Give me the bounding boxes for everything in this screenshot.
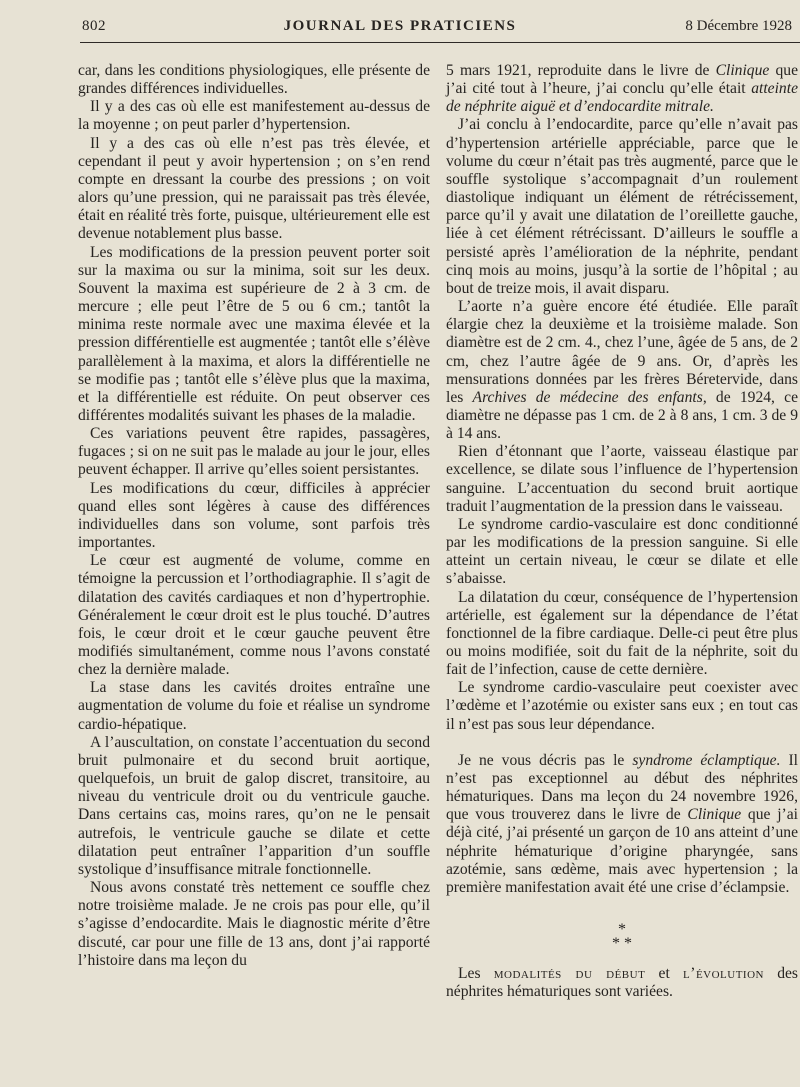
paragraph [446, 965, 798, 1001]
italic-term: syndrome éclamptique. [632, 751, 781, 769]
page-number: 802 [82, 18, 106, 34]
asterisk-top: * [618, 921, 626, 939]
asterisk-bottom: * * [612, 935, 632, 953]
paragraph [446, 752, 798, 897]
left-column [78, 62, 430, 970]
text-run: et [658, 965, 670, 983]
issue-date: 8 Décembre 1928 [685, 18, 792, 34]
text-run: L’aorte n’a guère encore été étudiée. Elle paraît élargie chez la deuxième et la troisième malade. Son diamètre est de 2 cm. 4., chez l’une, âgée de 5 ans, de 2 cm, chez l’autre âgée de 9 ans. Or, d’après les mensurations données par les frères Béretervide, dans les [446, 298, 798, 406]
italic-quote: atteinte de néphrite aiguë et d’endocardite mitrale. [446, 80, 798, 116]
paragraph: Ces variations peuvent être rapides, passagères, fugaces ; si on ne suit pas le malade au jour le jour, elles peuvent échapper. Il arrive qu’elles soient persistantes. [78, 425, 430, 479]
text-run: Les [458, 965, 481, 983]
paragraph: Rien d’étonnant que l’aorte, vaisseau élastique par excellence, se dilate sous l’influence de l’hypertension sanguine. L’accentuation du second bruit aortique traduit l’augmentation de la pression dans le vaisseau. [446, 443, 798, 515]
text-run: , de 1924, ce diamètre ne dépasse pas 1 cm. de 2 à 8 ans, 1 cm. 3 de 9 à 14 ans. [446, 388, 798, 443]
paragraph: La dilatation du cœur, conséquence de l’hypertension artérielle, est également sur la dépendance de l’état fonctionnel de la fibre cardiaque. Delle-ci peut être plus ou moins modifiée, soit du fait de la néphrite, soit du fait de l’infection, cause de cette dernière. [446, 588, 798, 679]
italic-journal-title: Archives de médecine des enfants [472, 388, 703, 406]
paragraph: Le cœur est augmenté de volume, comme en témoigne la percussion et l’orthodiagraphie. Il s’agit de dilatation des cavités cardiaques et non d’hypertrophie. Généralement le cœur droit est le plus touché. D’autres fois, le cœur droit et le cœur gauche peuvent être modifiés simultanément, comme nous l’avons constaté chez la dernière malade. [78, 552, 430, 679]
small-caps-term: l’évolution [683, 965, 764, 983]
text-run: que j’ai déjà cité, j’ai présenté un garçon de 10 ans atteint d’une néphrite hématurique d’origine pharyngée, sans azotémie, sans œdème, mais avec hypertension ; la première manifestation avait été une crise d’éclampsie. [446, 806, 798, 896]
right-column [446, 62, 798, 1001]
paragraph: Il y a des cas où elle n’est pas très élevée, et cependant il peut y avoir hypertension ; on s’en rend compte en dressant la courbe des pressions ; on voit alors qu’une pression, qui ne paraissait pas très élevée, était en réalité très forte, puisque, ultérieurement elle est devenue notablement plus basse. [78, 134, 430, 243]
page-header [0, 18, 800, 42]
small-caps-term: modalités du début [493, 965, 646, 983]
text-run: 5 mars 1921, reproduite dans le livre de [446, 62, 716, 79]
paragraph: A l’auscultation, on constate l’accentuation du second bruit pulmonaire et du second bruit aortique, quelquefois, un bruit de galop discret, transitoire, au niveau du ventricule droit ou du ventricule gauche. Dans certains cas, moins rares, qu’on ne le pensait autrefois, le ventricule gauche se dilate et cette dilatation peut entraîner l’apparition d’un souffle systolique d’insuffisance mitrale fonctionnelle. [78, 733, 430, 878]
paragraph [446, 298, 798, 443]
text-run: Il n’est pas exceptionnel au début des néphrites hématuriques. Dans ma leçon du 24 novembre 1926, que vous trouverez dans le livre de [446, 751, 798, 824]
section-separator [446, 923, 798, 951]
paragraph: La stase dans les cavités droites entraîne une augmentation de volume du foie et réalise un syndrome cardio-hépatique. [78, 679, 430, 733]
paragraph: car, dans les conditions physiologiques, elle présente de grandes différences individuelles. [78, 62, 430, 98]
paragraph [446, 62, 798, 116]
text-run: des néphrites hématuriques sont variées. [446, 965, 799, 1001]
paragraph: Nous avons constaté très nettement ce souffle chez notre troisième malade. Je ne crois pas pour elle, qu’il s’agisse d’endocardite. Mais le diagnostic mérite d’être discuté, car pour une fille de 13 ans, dont j’ai rapporté l’histoire dans ma leçon du [78, 879, 430, 969]
journal-title: JOURNAL DES PRATICIENS [283, 18, 517, 34]
paragraph: Le syndrome cardio-vasculaire est donc conditionné par les modifications de la pression sanguine. Si elle atteint un certain niveau, le cœur se dilate et elle s’abaisse. [446, 515, 798, 588]
italic-title: Clinique [687, 806, 742, 824]
paragraph: Les modifications de la pression peuvent porter soit sur la maxima ou sur la minima, soit sur les deux. Souvent la maxima est supérieure de 2 à 3 cm. de mercure ; elle peut l’être de 5 ou 6 cm.; tantôt la minima reste normale avec une maxima élevée et la pression différentielle est augmentée ; tantôt elle s’élève parallèlement à la maxima, et alors la différentielle ne se modifie pas ; tantôt elle s’élève plus que la maxima, et la différentielle est réduite. On peut observer ces différentes modalités suivant les phases de la maladie. [78, 243, 430, 424]
italic-title: Clinique [715, 62, 770, 79]
paragraph: Il y a des cas où elle est manifestement au-dessus de la moyenne ; on peut parler d’hypertension. [78, 98, 430, 134]
paragraph: J’ai conclu à l’endocardite, parce qu’elle n’avait pas d’hypertension artérielle appréciable, parce que le volume du cœur n’était pas très augmenté, parce que le souffle systolique s’accompagnait d’un roulement diastolique indiquant un élément de rétrécissement, parce qu’il y avait une dilatation de l’oreillette gauche, liée à cet élément rétrécissant. D’ailleurs le souffle a persisté après l’amélioration de la néphrite, pendant cinq mois au moins, jusqu’à la sortie de l’hôpital ; au bout de treize mois, il avait disparu. [446, 116, 798, 297]
paragraph: Le syndrome cardio-vasculaire peut coexister avec l’œdème et l’azotémie ou exister sans eux ; en tout cas il n’est pas sous leur dépendance. [446, 679, 798, 733]
text-run: que j’ai cité tout à l’heure, j’ai conclu qu’elle était [446, 62, 798, 98]
paragraph: Les modifications du cœur, difficiles à apprécier quand elles sont légères à cause des différences individuelles dans son volume, sont parfois très importantes. [78, 479, 430, 552]
text-run: Je ne vous décris pas le [458, 751, 633, 769]
header-rule [80, 42, 800, 43]
